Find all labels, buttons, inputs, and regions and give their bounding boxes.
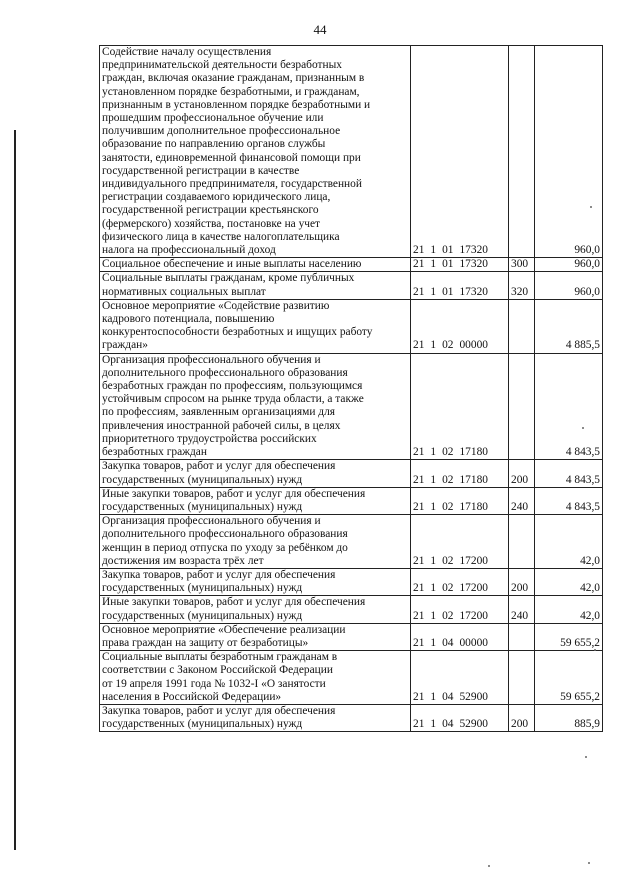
code-part: 1 <box>430 609 437 622</box>
description-line: приоритетного трудоустройства российских <box>102 432 317 445</box>
description-line: кадрового потенциала, повышению <box>102 313 275 326</box>
page-number: 44 <box>313 22 327 37</box>
description-line: безработных граждан по профессиям, пользующимся <box>102 380 363 393</box>
description-line: от 19 апреля 1991 года № 1032-I «О занятости <box>102 677 326 690</box>
row-code <box>411 596 509 623</box>
row-description <box>100 46 411 258</box>
description-line: Социальные выплаты безработным гражданам в <box>102 651 338 664</box>
code-part: 21 <box>413 554 425 567</box>
row-description <box>100 299 411 353</box>
row-amount: 4 843,5 <box>535 353 603 460</box>
code-part: 17180 <box>459 446 488 459</box>
description-line: Организация профессионального обучения и <box>102 515 321 528</box>
code-part: 1 <box>430 690 437 703</box>
row-expense-type <box>509 515 535 569</box>
code-part: 04 <box>442 718 454 731</box>
code-part: 17180 <box>459 500 488 513</box>
description-line: соответствии с Законом Российской Федерации <box>102 664 333 677</box>
description-line: Основное мероприятие «Обеспечение реализации <box>102 623 346 636</box>
row-expense-type <box>509 46 535 258</box>
row-code <box>411 568 509 595</box>
description-line: дополнительного профессионального образования <box>102 366 348 379</box>
description-line: регистрации создаваемого юридического лица, <box>102 191 331 204</box>
row-description <box>100 487 411 514</box>
row-code <box>411 299 509 353</box>
description-line: образование по направлению органов службы <box>102 138 326 151</box>
row-amount: 4 843,5 <box>535 487 603 514</box>
row-description <box>100 651 411 705</box>
scan-speck <box>594 649 596 651</box>
budget-table <box>99 45 603 732</box>
code-part: 02 <box>442 609 454 622</box>
table-row <box>100 515 603 569</box>
code-part: 17320 <box>459 258 488 271</box>
row-code <box>411 272 509 299</box>
row-code <box>411 651 509 705</box>
code-part: 04 <box>442 690 454 703</box>
description-line: налога на профессиональный доход <box>102 244 276 257</box>
description-line: государственных (муниципальных) нужд <box>102 609 303 622</box>
row-amount: 4 843,5 <box>535 460 603 487</box>
left-margin-rule <box>14 130 16 850</box>
description-line: установленном порядке безработными, и гражданам, <box>102 85 360 98</box>
row-amount: 960,0 <box>535 46 603 258</box>
description-line: Закупка товаров, работ и услуг для обеспечения <box>102 460 336 473</box>
description-line: (фермерского) хозяйства, постановке на учет <box>102 217 321 230</box>
code-part: 1 <box>430 258 437 271</box>
row-amount: 42,0 <box>535 515 603 569</box>
code-part: 1 <box>430 582 437 595</box>
scan-speck <box>590 206 592 208</box>
description-line: Социальное обеспечение и иные выплаты населению <box>102 258 362 271</box>
description-line: Социальные выплаты гражданам, кроме публичных <box>102 272 355 285</box>
row-amount: 59 655,2 <box>535 651 603 705</box>
code-part: 21 <box>413 636 425 649</box>
row-amount: 960,0 <box>535 272 603 299</box>
code-part: 02 <box>442 339 454 352</box>
code-part: 00000 <box>459 636 488 649</box>
description-line: государственных (муниципальных) нужд <box>102 500 303 513</box>
row-description <box>100 596 411 623</box>
table-row <box>100 596 603 623</box>
row-expense-type: 200 <box>509 704 535 731</box>
description-line: получившим дополнительное профессиональное <box>102 125 341 138</box>
code-part: 21 <box>413 244 425 257</box>
row-expense-type <box>509 651 535 705</box>
code-part: 17320 <box>459 244 488 257</box>
row-code <box>411 46 509 258</box>
code-part: 00000 <box>459 339 488 352</box>
table-row <box>100 460 603 487</box>
description-line: признанным в установленном порядке безработными и <box>102 98 371 111</box>
description-line: прошедшим профессиональное обучение или <box>102 112 324 125</box>
description-line: достижения им возраста трёх лет <box>102 554 264 567</box>
code-part: 02 <box>442 473 454 486</box>
row-expense-type: 240 <box>509 596 535 623</box>
scan-speck <box>582 427 584 429</box>
budget-table-body <box>100 46 603 732</box>
table-row <box>100 487 603 514</box>
description-line: Закупка товаров, работ и услуг для обеспечения <box>102 568 336 581</box>
description-line: Иные закупки товаров, работ и услуг для обеспечения <box>102 596 366 609</box>
code-part: 1 <box>430 718 437 731</box>
description-line: граждан» <box>102 339 148 352</box>
description-line: привлечения иностранной рабочей силы, в целях <box>102 419 341 432</box>
table-row <box>100 272 603 299</box>
code-part: 02 <box>442 446 454 459</box>
code-part: 17180 <box>459 473 488 486</box>
table-row <box>100 568 603 595</box>
description-line: дополнительного профессионального образования <box>102 528 348 541</box>
row-description <box>100 272 411 299</box>
table-row <box>100 353 603 460</box>
description-line: населения в Российской Федерации» <box>102 690 282 703</box>
code-part: 17200 <box>459 554 488 567</box>
description-line: государственной регистрации крестьянского <box>102 204 319 217</box>
code-part: 02 <box>442 554 454 567</box>
row-expense-type <box>509 299 535 353</box>
description-line: государственной регистрации в качестве <box>102 164 300 177</box>
code-part: 17320 <box>459 285 488 298</box>
code-part: 21 <box>413 446 425 459</box>
row-expense-type: 200 <box>509 460 535 487</box>
code-part: 21 <box>413 339 425 352</box>
table-row <box>100 651 603 705</box>
code-part: 21 <box>413 718 425 731</box>
code-part: 21 <box>413 258 425 271</box>
code-part: 17200 <box>459 609 488 622</box>
row-expense-type <box>509 353 535 460</box>
row-amount: 42,0 <box>535 568 603 595</box>
row-amount: 42,0 <box>535 596 603 623</box>
row-amount: 59 655,2 <box>535 623 603 650</box>
row-code <box>411 515 509 569</box>
code-part: 02 <box>442 500 454 513</box>
description-line: государственных (муниципальных) нужд <box>102 473 303 486</box>
code-part: 17200 <box>459 582 488 595</box>
code-part: 1 <box>430 285 437 298</box>
description-line: права граждан на защиту от безработицы» <box>102 636 309 649</box>
description-line: Основное мероприятие «Содействие развитию <box>102 299 330 312</box>
description-line: Организация профессионального обучения и <box>102 353 321 366</box>
code-part: 52900 <box>459 718 488 731</box>
description-line: государственных (муниципальных) нужд <box>102 582 303 595</box>
code-part: 01 <box>442 244 454 257</box>
table-row <box>100 46 603 258</box>
description-line: граждан, включая оказание гражданам, признанным в <box>102 72 365 85</box>
description-line: занятости, единовременной финансовой помощи при <box>102 151 361 164</box>
row-description <box>100 515 411 569</box>
table-row <box>100 704 603 731</box>
code-part: 21 <box>413 500 425 513</box>
row-description <box>100 353 411 460</box>
code-part: 52900 <box>459 690 488 703</box>
description-line: Закупка товаров, работ и услуг для обеспечения <box>102 704 336 717</box>
row-expense-type: 320 <box>509 272 535 299</box>
description-line: государственных (муниципальных) нужд <box>102 718 303 731</box>
description-line: предпринимательской деятельности безработных <box>102 59 342 72</box>
code-part: 1 <box>430 636 437 649</box>
code-part: 1 <box>430 244 437 257</box>
code-part: 21 <box>413 690 425 703</box>
description-line: конкурентоспособности безработных и ищущих работу <box>102 326 373 339</box>
row-code <box>411 623 509 650</box>
description-line: физического лица в качестве налогоплательщика <box>102 230 340 243</box>
row-expense-type: 240 <box>509 487 535 514</box>
row-description <box>100 623 411 650</box>
scan-speck <box>585 756 587 758</box>
row-description <box>100 704 411 731</box>
description-line: нормативных социальных выплат <box>102 285 266 298</box>
code-part: 21 <box>413 582 425 595</box>
scan-speck <box>588 862 590 864</box>
row-description <box>100 460 411 487</box>
table-row <box>100 299 603 353</box>
description-line: женщин в период отпуска по уходу за ребёнком до <box>102 541 348 554</box>
code-part: 01 <box>442 258 454 271</box>
row-amount: 885,9 <box>535 704 603 731</box>
code-part: 1 <box>430 473 437 486</box>
description-line: Иные закупки товаров, работ и услуг для обеспечения <box>102 487 366 500</box>
row-expense-type: 300 <box>509 258 535 272</box>
code-part: 21 <box>413 285 425 298</box>
row-expense-type <box>509 623 535 650</box>
row-amount: 960,0 <box>535 258 603 272</box>
code-part: 04 <box>442 636 454 649</box>
row-amount: 4 885,5 <box>535 299 603 353</box>
row-code <box>411 460 509 487</box>
scan-speck <box>488 865 490 867</box>
code-part: 1 <box>430 554 437 567</box>
code-part: 02 <box>442 582 454 595</box>
description-line: Содействие началу осуществления <box>102 46 272 58</box>
description-line: по профессиям, заявленным организациями для <box>102 406 336 419</box>
row-expense-type: 200 <box>509 568 535 595</box>
description-line: устойчивым спросом на рынке труда области, а также <box>102 393 364 406</box>
row-code <box>411 487 509 514</box>
row-code <box>411 704 509 731</box>
table-row <box>100 623 603 650</box>
row-code <box>411 353 509 460</box>
table-row <box>100 258 603 272</box>
row-description <box>100 568 411 595</box>
row-description <box>100 258 411 272</box>
row-code <box>411 258 509 272</box>
code-part: 01 <box>442 285 454 298</box>
description-line: безработных граждан <box>102 446 207 459</box>
code-part: 21 <box>413 609 425 622</box>
code-part: 1 <box>430 500 437 513</box>
description-line: индивидуального предпринимателя, государственной <box>102 178 362 191</box>
code-part: 21 <box>413 473 425 486</box>
code-part: 1 <box>430 446 437 459</box>
code-part: 1 <box>430 339 437 352</box>
